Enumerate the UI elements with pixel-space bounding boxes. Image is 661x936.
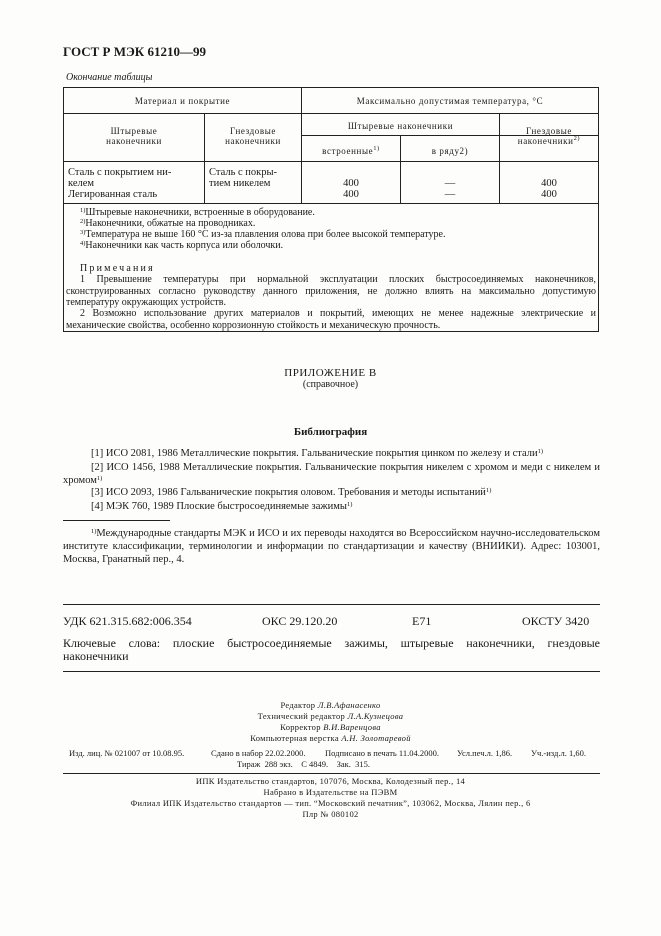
pub-typeset: Сдано в набор 22.02.2000. xyxy=(211,748,306,758)
credit-corrector: Корректор В.И.Варенцова xyxy=(280,722,381,732)
classification-rule-bottom xyxy=(63,671,600,672)
imprint-line-1: ИПК Издательство стандартов, 107076, Москва, Колодезный пер., 14 xyxy=(195,776,466,786)
udk-code: УДК 621.315.682:006.354 xyxy=(63,614,192,628)
pub-license: Изд. лиц. № 021007 от 10.08.95. xyxy=(69,748,185,758)
col-material: Материал и покрытие xyxy=(134,96,231,106)
appendix-subtitle: (справочное) xyxy=(302,379,359,390)
row-2-pin-material: Легированная сталь xyxy=(68,189,158,200)
imprint-line-3: Филиал ИПК Издательство стандартов — тип. “Московский печатник”, 103062, Москва, Лялин пер., 6 xyxy=(130,798,531,808)
sub-in-row: в ряду2) xyxy=(431,146,469,156)
table-caption: Окончание таблицы xyxy=(66,72,153,83)
row-2-in-row: — xyxy=(444,189,456,200)
pub-edit-sheets: Уч.-изд.л. 1,60. xyxy=(531,748,586,758)
table-footnote-2: $^{2)}$Наконечники, обжатые на проводниках. xyxy=(80,218,256,229)
sub-socket-terminals: Гнездовые наконечники$^{2)}$ xyxy=(517,126,581,146)
temperature-table xyxy=(63,87,599,332)
imprint-line-2: Набрано в Издательстве на ПЭВМ xyxy=(263,787,398,797)
appendix-title: ПРИЛОЖЕНИЕ В xyxy=(284,367,377,379)
pub-circulation: Тираж 288 экз. С 4849. Зак. 315. xyxy=(237,759,371,769)
row-1-pin-material: Сталь с покрытием ни- келем xyxy=(68,167,172,189)
credit-tech-editor: Технический редактор Л.А.Кузнецова xyxy=(257,711,404,721)
row-1-socket: 400 xyxy=(541,178,557,189)
table-footnote-1: $^{1)}$Штыревые наконечники, встроенные в оборудование. xyxy=(80,207,315,218)
credit-layout: Компьютерная верстка А.Н. Золотаревой xyxy=(250,733,411,743)
bib-ref-2: [2] ИСО 1456, 1988 Металлические покрытия. Гальванические покрытия никелем с хромом и меди с никелем и хромом$^{1)}$ xyxy=(63,462,600,486)
keywords: Ключевые слова: плоские быстросоединяемые зажимы, штыревые наконечники, гнездовые наконечники xyxy=(63,636,600,663)
pub-print-sheets: Усл.печ.л. 1,86. xyxy=(457,748,513,758)
row-1-socket-material: Сталь с покры- тием никелем xyxy=(209,167,278,189)
sub-socket-material: Гнездовые наконечники xyxy=(225,126,281,146)
pub-signed: Подписано в печать 11.04.2000. xyxy=(325,748,439,758)
table-footnote-4: $^{4)}$Наконечники как часть корпуса или оболочки. xyxy=(80,240,284,251)
bib-ref-1: [1] ИСО 2081, 1986 Металлические покрытия. Гальванические покрытия цинком по железу и стали$^{1)}$ xyxy=(91,448,544,459)
row-1-in-row: — xyxy=(444,178,456,189)
imprint-rule xyxy=(63,773,600,774)
notes-title: Примечания xyxy=(80,263,155,274)
sub-pin-material: Штыревые наконечники xyxy=(106,126,162,146)
document-header: ГОСТ Р МЭК 61210—99 xyxy=(63,44,206,59)
note-2: 2 Возможно использование других материалов и покрытий, имеющих не менее надежные электрические и механические свойства, особенно коррозионную стойкость и механическую прочность. xyxy=(66,308,596,331)
oks-code: ОКС 29.120.20 xyxy=(262,614,338,628)
okstu-code: ОКСТУ 3420 xyxy=(522,614,590,628)
row-2-socket: 400 xyxy=(541,189,557,200)
imprint-line-4: Плр № 080102 xyxy=(302,809,359,819)
sub-pin-terminals: Штыревые наконечники xyxy=(347,121,454,131)
row-2-built-in: 400 xyxy=(343,189,359,200)
sub-built-in: встроенные$^{1)}$ xyxy=(322,145,380,156)
e-code: Е71 xyxy=(412,614,432,628)
row-1-built-in: 400 xyxy=(343,178,359,189)
bib-ref-4: [4] МЭК 760, 1989 Плоские быстросоединяемые зажимы$^{1)}$ xyxy=(91,501,353,512)
bibliography-heading: Библиография xyxy=(293,426,368,438)
bibliography-footnote: $^{1)}$Международные стандарты МЭК и ИСО и их переводы находятся во Всероссийском научно-исследовательском институте классификации, терминологии и информации по стандартизации и качеству (ВНИИКИ). Адрес: 103001, Москва, Гранатный пер., 4. xyxy=(63,528,600,565)
classification-rule-top xyxy=(63,604,600,605)
credit-editor: Редактор Л.В.Афанасенко xyxy=(280,700,381,710)
note-1: 1 Превышение температуры при нормальной эксплуатации плоских быстросоединяемых наконечников, сконструированных согласно руководству данного приложения, не должно влиять на максимально допустимую температуру окружающих устройств. xyxy=(66,274,596,308)
footnote-rule xyxy=(63,520,170,521)
table-footnote-3: $^{3)}$Температура не выше 160 °С из-за плавления олова при более высокой температуре. xyxy=(80,229,446,240)
bib-ref-3: [3] ИСО 2093, 1986 Гальванические покрытия оловом. Требования и методы испытаний$^{1)}$ xyxy=(91,487,492,498)
col-max-temp: Максимально допустимая температура, °С xyxy=(356,96,544,106)
